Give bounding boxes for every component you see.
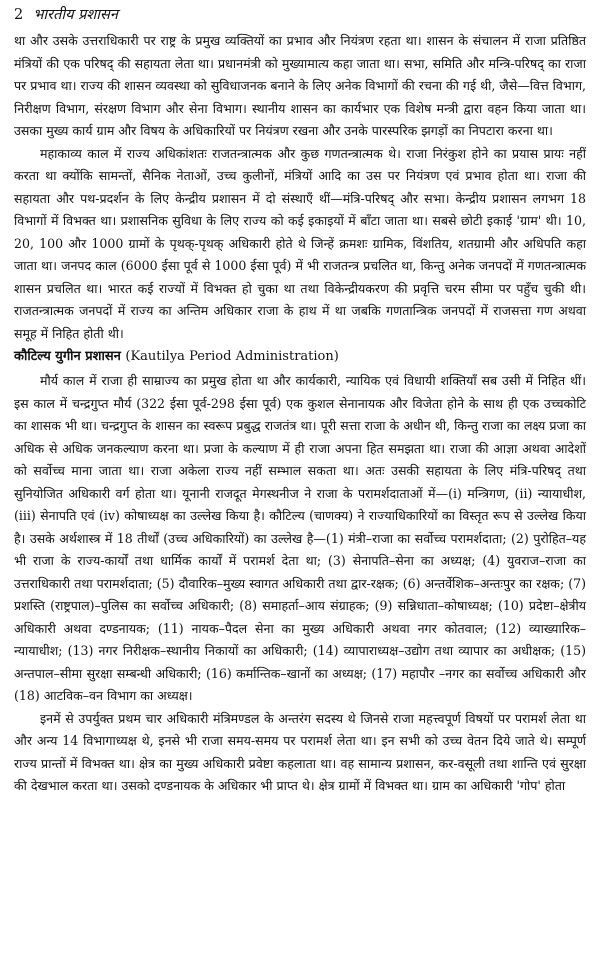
section-heading [14, 345, 586, 369]
paragraph-maurya-period: मौर्य काल में राजा ही साम्राज्य का प्रमुख होता था और कार्यकारी, न्यायिक एवं विधायी शक्तियाँ सब उसी में निहित थीं। इस काल में चन्द्रगुप्त मौर्य (322 ईसा पूर्व-298 ईसा पूर्व) एक कुशल सेनानायक और विजेता होने के साथ ही एक उच्चकोटि का शासक भी था। चन्द्रगुप्त के शासन का स्वरूप प्रबुद्ध राजतंत्र था। पूरी सत्ता राजा के अधीन थी, किन्तु राजा का लक्ष्य प्रजा का अधिक से अधिक जनकल्याण करना था। प्रजा के कल्याण में ही राजा अपना हित समझता था। राजा की आज्ञा अथवा आदेशों को सर्वोच्च माना जाता था। राजा अकेला राज्य नहीं सम्भाल सकता था। अतः उसकी सहायता के लिए मंत्रि-परिषद् तथा सुनियोजित अधिकारी वर्ग होता था। यूनानी राजदूत मेगस्थनीज ने राजा के परामर्शदाताओं में—(i) मन्त्रिगण, (ii) न्यायाधीश, (iii) सेनापति एवं (iv) कोषाध्यक्ष का उल्लेख किया है। कौटिल्य (चाणक्य) ने राज्याधिकारियों का विस्तृत रूप से उल्लेख किया है। उसके अर्थशास्त्र में 18 तीर्थों (उच्च अधिकारियों) का उल्लेख है—(1) मंत्री–राजा का सर्वोच्च परामर्शदाता; (2) पुरोहित–यह भी राजा के राज्य-कार्यों तथा धार्मिक कार्यों में परामर्श देता था; (3) सेनापति–सेना का अध्यक्ष; (4) युवराज–राजा का उत्तराधिकारी तथा परामर्शदाता; (5) दौवारिक–मुख्य स्वागत अधिकारी तथा द्वार-रक्षक; (6) अन्तर्वेशिक–अन्तःपुर का रक्षक; (7) प्रशस्ति (राष्ट्रपाल)–पुलिस का सर्वोच्च अधिकारी; (8) समाहर्ता–आय संग्राहक; (9) सन्निधाता–कोषाध्यक्ष; (10) प्रदेष्टा–क्षेत्रीय अधिकारी अथवा दण्डनायक; (11) नायक–पैदल सेना का मुख्य अधिकारी अथवा नगर कोतवाल; (12) व्याख्यारिक– न्यायाधीश; (13) नगर निरीक्षक–स्थानीय निकायों का अधिकारी; (14) व्यापाराध्यक्ष–उद्योग तथा व्यापार का अधीक्षक; (15) अन्तपाल–सीमा सुरक्षा सम्बन्धी अधिकारी; (16) कर्मान्तिक–खानों का अध्यक्ष; (17) महापौर –नगर का सर्वोच्च अधिकारी और (18) आटविक–वन विभाग का अध्यक्ष। [14, 373, 586, 703]
page-number: 2 [14, 7, 24, 23]
paragraph-epic-period: महाकाव्य काल में राज्य अधिकांशतः राजतन्त्रात्मक और कुछ गणतन्त्रात्मक थे। राजा निरंकुश होने का प्रयास प्रायः नहीं करता था क्योंकि सामन्तों, सैनिक नेताओं, उच्च कुलीनों, मंत्रियों आदि का उस पर नियंत्रण एवं प्रभाव होता था। राजा की सहायता और पथ-प्रदर्शन के लिए केन्द्रीय प्रशासन में दो संस्थाएँ थीं—मंत्रि-परिषद् और सभा। केन्द्रीय प्रशासन लगभग 18 विभागों में विभक्त था। प्रशासनिक सुविधा के लिए राज्य को कई इकाइयों में बाँटा जाता था। सबसे छोटी इकाई 'ग्राम' थी। 10, 20, 100 और 1000 ग्रामों के पृथक्-पृथक् अधिकारी होते थे जिन्हें क्रमशः ग्रामिक, विंशतिय, शतग्रामी और अधिपति कहा जाता था। जनपद काल (6000 ईसा पूर्व से 1000 ईसा पूर्व) में भी राजतन्त्र प्रचलित था, किन्तु अनेक जनपदों में गणतन्त्रात्मक शासन प्रचलित था। भारत कई राज्यों में विभक्त हो चुका था तथा विकेन्द्रीयकरण की प्रवृत्ति चरम सीमा पर पहुँच चुकी थी। राजतन्त्रात्मक जनपदों में राज्य का अन्तिम अधिकार राजा के हाथ में था जबकि गणतान्त्रिक जनपदों में राजसत्ता गण अथवा समूह में निहित होती थी। [14, 145, 586, 341]
running-header [14, 4, 586, 30]
section-heading-english: (Kautilya Period Administration) [125, 349, 339, 364]
paragraph-ministers: इनमें से उपर्युक्त प्रथम चार अधिकारी मंत्रिमण्डल के अन्तरंग सदस्य थे जिनसे राजा महत्त्वपूर्ण विषयों पर परामर्श लेता था और अन्य 14 विभागाध्यक्ष थे, इनसे भी राजा समय-समय पर परामर्श लेता था। इन सभी को उच्च वेतन दिये जाते थे। सम्पूर्ण राज्य प्रान्तों में विभक्त था। क्षेत्र का मुख्य अधिकारी प्रवेष्टा कहलाता था। वह सामान्य प्रशासन, कर-वसूली तथा शान्ति एवं सुरक्षा की देखभाल करता था। उसको दण्डनायक के अधिकार भी प्राप्त थे। क्षेत्र ग्रामों में विभक्त था। ग्राम का अधिकारी 'गोप' होता [14, 710, 586, 793]
section-heading-hindi: कौटिल्य युगीन प्रशासन [14, 349, 121, 364]
running-title: भारतीय प्रशासन [33, 7, 118, 23]
paragraph-continuation: था और उसके उत्तराधिकारी पर राष्ट्र के प्रमुख व्यक्तियों का प्रभाव और नियंत्रण रहता था। शासन के संचालन में राजा प्रतिष्ठित मंत्रियों की एक परिषद् की सहायता लेता था। प्रधानमंत्री को मुख्यामात्य कहा जाता था। सभा, समिति और मन्त्रि-परिषद् का राजा पर प्रभाव था। राज्य की शासन व्यवस्था को सुविधाजनक बनाने के लिए अनेक विभागों की रचना की गई थी, जैसे—वित्त विभाग, निरीक्षण विभाग, संरक्षण विभाग और सेना विभाग। स्थानीय शासन का कार्यभार एक विशेष मन्त्री द्वारा वहन किया जाता था। उसका मुख्य कार्य ग्राम और विषय के अधिकारियों पर नियंत्रण रखना और उनके पारस्परिक झगड़ों का निपटारा करना था। [14, 33, 586, 138]
